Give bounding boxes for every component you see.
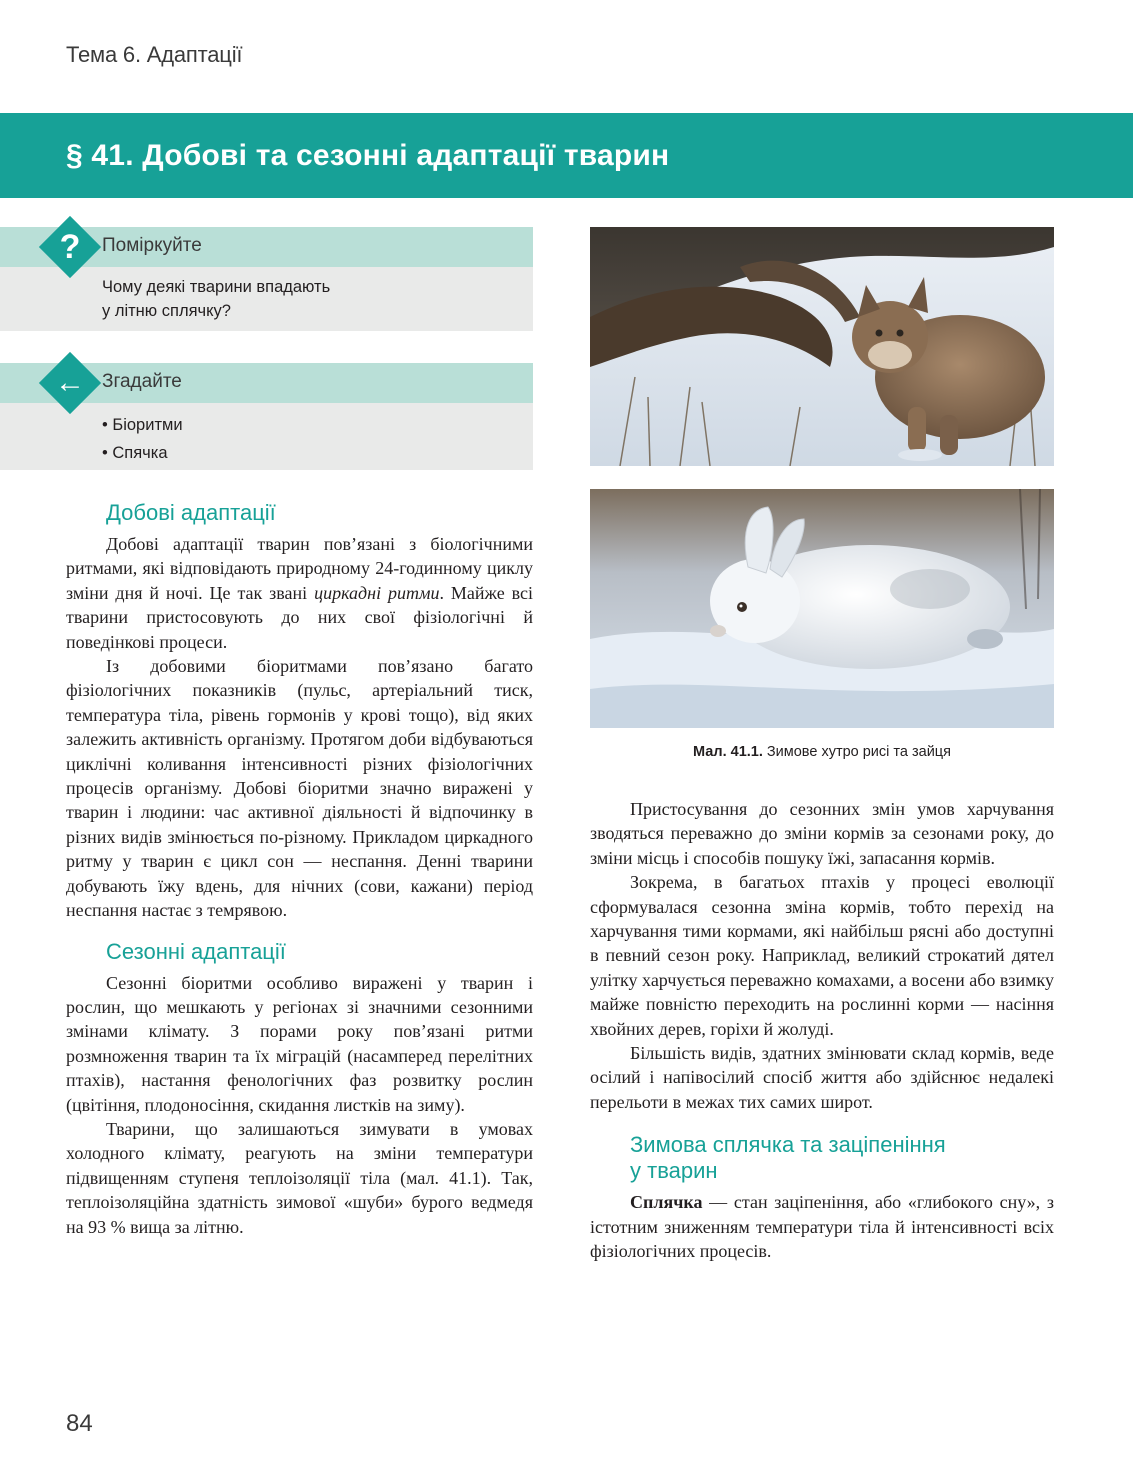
daily-p1-end: . Майже всі тварини пристосовують до них свої фізіологічні й поведінкові процеси. (66, 582, 533, 652)
seasonal-paragraph-2: Тварини, що залишаються зимувати в умовах холодного клімату, реагують на зміни температури підвищенням ступеня теплоізоляції тіла (мал. 41.1). Так, теплоізоляційна здатність зимової «шуби» бурого ведмедя на 93 % вища за літню. (66, 1118, 533, 1237)
seasonal-paragraph-4: Зокрема, в багатьох птахів у процесі еволюції сформувалася сезонна зміна кормів, тобто перехід на харчування тими кормами, які найбільш рясні або доступні в певний сезон року. Наприклад, великий строкатий дятел улітку харчується переважно комахами, а восени або взимку майже повністю переходить на рослинні корми — насіння хвойних дерев, горіхи й жолуді. (590, 872, 1054, 1039)
think-box (0, 227, 533, 331)
hibernation-p1-text: — стан заціпеніння, або «глибокого сну», з істотним зниженням температури тіла й інтенсивності всіх фізіологічних процесів. (590, 1192, 1054, 1262)
question-line-2: у літню сплячку? (102, 302, 231, 320)
question-mark-icon: ? (59, 228, 81, 266)
seasonal-paragraph-5: Більшість видів, здатних змінювати склад кормів, веде осілий і напівосілий спосіб життя або здійснює недалекі перельоти в межах тих самих широт. (590, 1043, 1054, 1112)
recall-box (0, 363, 533, 470)
hibernation-heading-line-1: Зимова сплячка та заціпеніння (630, 1132, 946, 1158)
hibernation-paragraph-1 (590, 1190, 1054, 1263)
seasonal-paragraph-1: Сезонні біоритми особливо виражені у тварин і рослин, що мешкають у регіонах зі значними сезонними змінами клімату. З порами року пов’язані ритми розмноження тварин та їх міграцій (насамперед перелітних птахів), настання фенологічних фаз розвитку рослин (цвітіння, плодоносіння, скидання листків на зиму). (66, 972, 533, 1115)
think-box-question (102, 275, 402, 323)
page-title: § 41. Добові та сезонні адаптації тварин (66, 139, 670, 172)
running-head: Тема 6. Адаптації (66, 42, 243, 67)
figure-caption-text: Зимове хутро рисі та зайця (762, 744, 951, 760)
seasonal-paragraph-3: Пристосування до сезонних змін умов харчування зводяться переважно до зміни кормів за сезонами року, до зміни місць і способів пошуку їжі, запасання кормів. (590, 799, 1054, 868)
recall-list (102, 411, 183, 467)
section-heading-daily: Добові адаптації (106, 500, 276, 525)
recall-box-label: Згадайте (102, 371, 182, 392)
hibernation-heading-line-2: у тварин (630, 1158, 718, 1184)
left-column (66, 500, 533, 1239)
recall-item-hibernation: • Спячка (102, 439, 183, 467)
daily-paragraph-1 (66, 532, 533, 654)
recall-item-biorhythms: • Біоритми (102, 411, 183, 439)
figure-caption-label: Мал. 41.1. (693, 744, 763, 760)
title-band (0, 113, 1133, 198)
section-heading-seasonal: Сезонні адаптації (106, 938, 286, 964)
term-circadian: циркадні ритми (314, 582, 440, 603)
figure-caption (590, 744, 1054, 760)
term-hibernation: Сплячка (630, 1192, 703, 1213)
section-heading-hibernation (590, 1132, 1054, 1184)
daily-p1-start: Добові адаптації тварин пов’язані з біологічними ритмами, які відповідають природному 24-годинному циклу зміни дня й ночі. Це так звані (66, 534, 533, 603)
arrow-left-icon: ← (55, 366, 85, 399)
hare-photo (590, 489, 1054, 728)
page-number: 84 (66, 1410, 93, 1437)
think-box-label: Поміркуйте (102, 235, 202, 256)
lynx-photo (590, 227, 1054, 466)
right-column (590, 797, 1054, 1264)
question-line-1: Чому деякі тварини впадають (102, 278, 331, 296)
daily-paragraph-2: Із добовими біоритмами пов’язано багато фізіологічних показників (пульс, артеріальний тиск, температура тіла, рівень гормонів у крові тощо), від яких залежить активність організму. Протягом доби відбуваються циклічні коливання інтенсивності різних фізіологічних процесів організму. Добові біоритми значно виражені у тварин і людини: час активної діяльності й відпочинку в різних видів змінюється по-різному. Прикладом циркадного ритму у тварин є цикл сон — неспання. Денні тварини добувають їжу вдень, для нічних (сови, кажани) період неспання настає з темрявою. (66, 656, 533, 921)
